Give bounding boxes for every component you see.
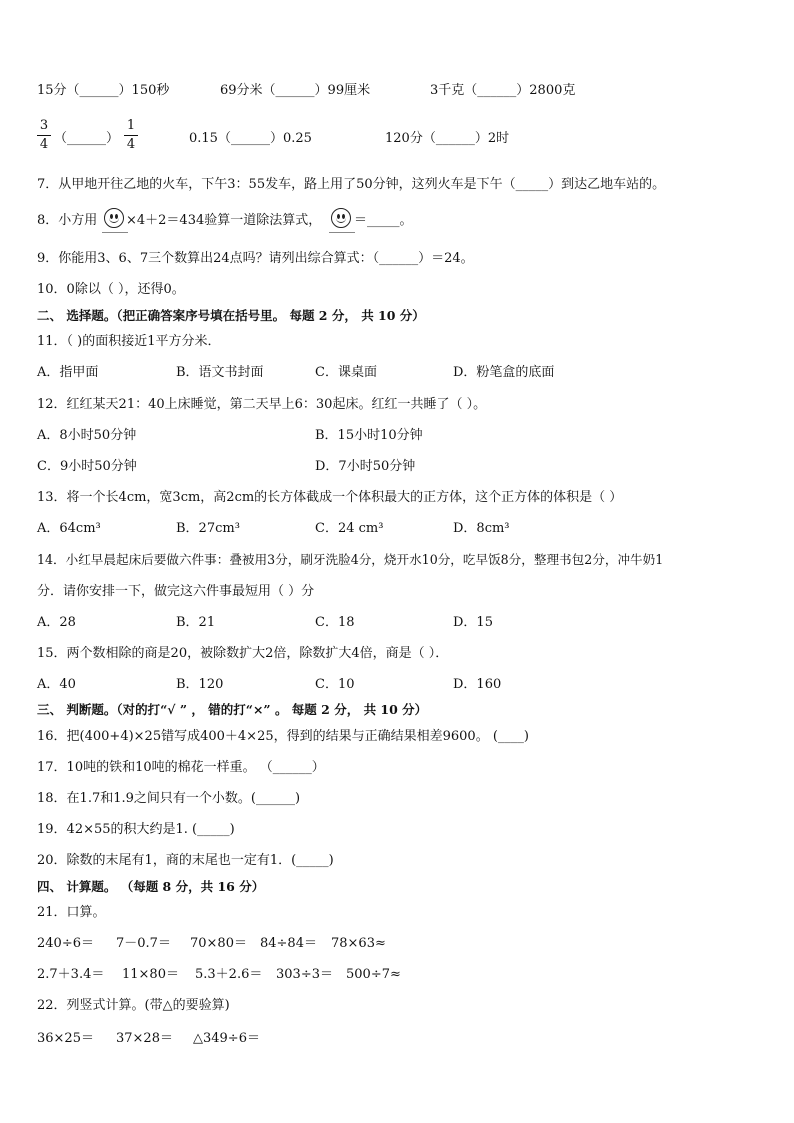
- question-8-part3: ＝_____。: [354, 213, 413, 228]
- q13-option-c: C．24 cm³: [315, 521, 384, 536]
- q15-option-d: D．160: [453, 677, 502, 692]
- q6-item-6: 120分（______）2时: [385, 131, 510, 146]
- q14-option-b: B．21: [176, 615, 216, 630]
- q6-item-1: 15分（______）150秒: [37, 83, 170, 98]
- oral-calc-item: 7－0.7＝: [116, 936, 171, 951]
- q12-option-a: A．8小时50分钟: [37, 428, 137, 443]
- q11-option-a: A．指甲面: [37, 365, 99, 380]
- question-21: 21．口算。: [37, 905, 106, 920]
- q11-option-c: C．课桌面: [315, 365, 377, 380]
- question-8-part1: 8．小方用: [37, 213, 98, 228]
- oral-calc-item: 5.3＋2.6＝: [195, 967, 263, 982]
- q14-option-c: C．18: [315, 615, 355, 630]
- q12-option-b: B．15小时10分钟: [315, 428, 423, 443]
- q15-option-a: A．40: [37, 677, 76, 692]
- question-12: 12．红红某天21：40上床睡觉，第二天早上6：30起床。红红一共睡了（ ）。: [37, 397, 487, 412]
- question-9: 9．你能用3、6、7三个数算出24点吗？请列出综合算式：（______）＝24。: [37, 251, 474, 266]
- fraction-one-quarter: [124, 118, 138, 153]
- question-15: 15．两个数相除的商是20，被除数扩大2倍，除数扩大4倍，商是（ ）．: [37, 646, 449, 661]
- q6-item-3: 3千克（______）2800克: [430, 83, 576, 98]
- q12-option-c: C．9小时50分钟: [37, 459, 137, 474]
- q13-option-b: B．27cm³: [176, 521, 240, 536]
- question-16: 16．把(400+4)×25错写成400＋4×25，得到的结果与正确结果相差9600。 (____): [37, 729, 529, 744]
- fraction-denominator: 4: [39, 137, 49, 152]
- question-11: 11．（ )的面积接近1平方分米．: [37, 334, 221, 349]
- smiley-underline: [102, 232, 128, 233]
- smiley-face-icon: [104, 208, 124, 228]
- oral-calc-item: 303÷3＝: [276, 967, 333, 982]
- q11-option-d: D．粉笔盒的底面: [453, 365, 555, 380]
- q13-option-a: A．64cm³: [37, 521, 101, 536]
- q14-option-a: A．28: [37, 615, 76, 630]
- question-17: 17．10吨的铁和10吨的棉花一样重。 （______）: [37, 760, 325, 775]
- fraction-bar: [37, 135, 51, 136]
- q11-option-b: B．语文书封面: [176, 365, 264, 380]
- oral-calc-item: 240÷6＝: [37, 936, 94, 951]
- question-22: 22．列竖式计算。(带△的要验算): [37, 998, 230, 1013]
- question-14-line2: 分．请你安排一下，做完这六件事最短用（ ）分: [37, 584, 315, 599]
- q6-item-5: 0.15（______）0.25: [189, 131, 312, 146]
- smiley-mouth: [336, 216, 346, 223]
- oral-calc-item: 11×80＝: [122, 967, 179, 982]
- question-7: 7．从甲地开往乙地的火车，下午3：55发车，路上用了50分钟，这列火车是下午（_____）到达乙地车站的。: [37, 177, 666, 192]
- oral-calc-item: 78×63≈: [331, 936, 386, 951]
- fraction-three-quarters: [37, 118, 51, 153]
- fraction-numerator: 1: [126, 118, 136, 133]
- oral-calc-item: 84÷84＝: [260, 936, 317, 951]
- oral-calc-item: 70×80＝: [190, 936, 247, 951]
- q12-option-d: D．7小时50分钟: [315, 459, 416, 474]
- q15-option-c: C．10: [315, 677, 355, 692]
- question-10: 10．0除以（ ），还得0。: [37, 282, 185, 297]
- oral-calc-item: 2.7＋3.4＝: [37, 967, 105, 982]
- question-14-line1: 14．小红早晨起床后要做六件事：叠被用3分，刷牙洗脸4分，烧开水10分，吃早饭8分，整理书包2分，冲牛奶1: [37, 552, 664, 567]
- question-8-part2: ×4＋2＝434验算一道除法算式，: [126, 213, 322, 228]
- question-18: 18．在1.7和1.9之间只有一个小数。(______): [37, 791, 301, 806]
- oral-calc-item: 500÷7≈: [346, 967, 401, 982]
- vertical-calc-item: △349÷6＝: [193, 1031, 260, 1046]
- q15-option-b: B．120: [176, 677, 224, 692]
- q6-compare-blank: （______）: [54, 131, 120, 146]
- section-4-heading: 四、 计算题。 （每题 8 分，共 16 分）: [37, 879, 265, 894]
- question-20: 20．除数的末尾有1，商的末尾也一定有1．(_____): [37, 853, 334, 868]
- fraction-numerator: 3: [39, 118, 49, 133]
- q6-item-2: 69分米（______）99厘米: [220, 83, 371, 98]
- fraction-bar: [124, 135, 138, 136]
- question-19: 19．42×55的积大约是1. (_____): [37, 822, 235, 837]
- q13-option-d: D．8cm³: [453, 521, 510, 536]
- smiley-mouth: [109, 216, 119, 223]
- section-3-heading: 三、 判断题。（对的打“√ ” ， 错的打“×” 。 每题 2 分， 共 10 分）: [37, 702, 428, 717]
- vertical-calc-item: 37×28＝: [116, 1031, 173, 1046]
- vertical-calc-item: 36×25＝: [37, 1031, 94, 1046]
- question-13: 13．将一个长4cm，宽3cm，高2cm的长方体截成一个体积最大的正方体，这个正方体的体积是（ ）: [37, 490, 623, 505]
- section-2-heading: 二、 选择题。（把正确答案序号填在括号里。 每题 2 分， 共 10 分）: [37, 308, 425, 323]
- q14-option-d: D．15: [453, 615, 493, 630]
- smiley-underline: [329, 232, 355, 233]
- smiley-face-icon: [331, 208, 351, 228]
- fraction-denominator: 4: [126, 137, 136, 152]
